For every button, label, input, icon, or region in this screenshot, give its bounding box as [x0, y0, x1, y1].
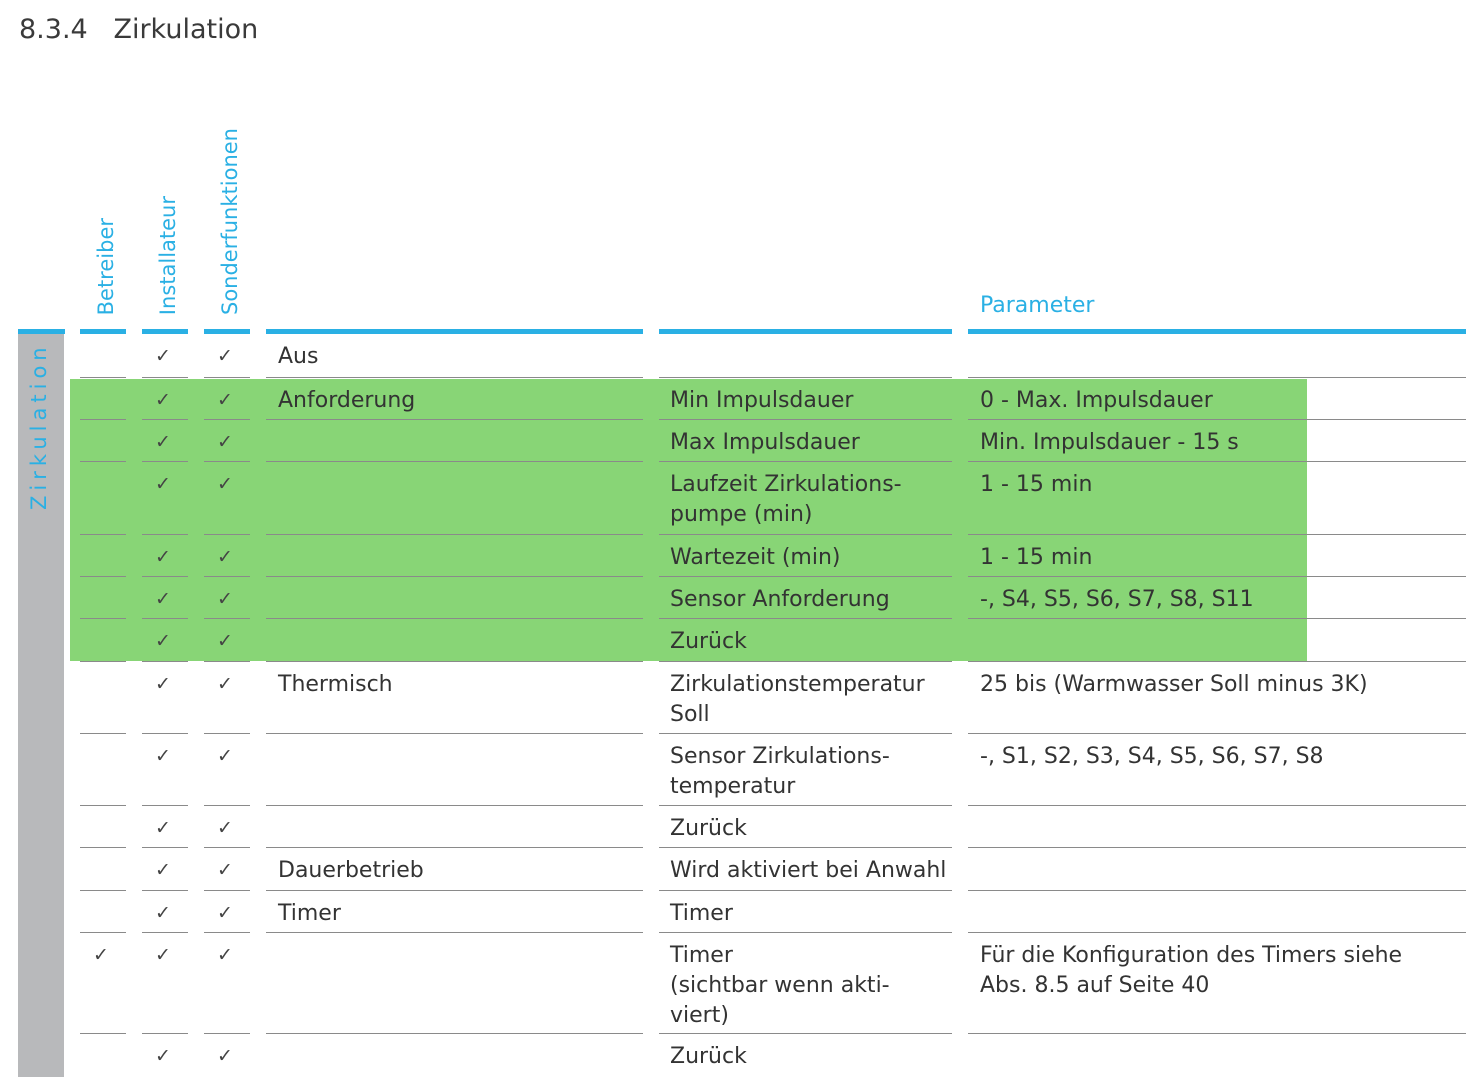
row-divider [80, 576, 126, 577]
row-divider [659, 377, 952, 378]
header-rule-installateur [142, 329, 188, 334]
header-betreiber: Betreiber [94, 217, 118, 315]
parameter-value: -, S1, S2, S3, S4, S5, S6, S7, S8 [980, 744, 1324, 769]
row-divider [142, 618, 188, 619]
check-sonder-icon: ✓ [217, 944, 233, 966]
submenu-entry: Max Impulsdauer [670, 430, 860, 455]
check-sonder-icon: ✓ [217, 345, 233, 367]
check-sonder-icon: ✓ [217, 673, 233, 695]
row-divider [659, 890, 952, 891]
row-divider [142, 847, 188, 848]
row-divider [142, 576, 188, 577]
row-divider [659, 419, 952, 420]
parameter-value: Für die Konfiguration des Timers siehe Abs. 8.5 auf Seite 40 [980, 943, 1403, 998]
row-divider [266, 377, 643, 378]
row-divider [968, 805, 1466, 806]
row-divider [266, 461, 643, 462]
row-divider [204, 932, 250, 933]
row-divider [266, 618, 643, 619]
check-installateur-icon: ✓ [155, 345, 171, 367]
submenu-entry: Zirkulationstemperatur Soll [670, 672, 925, 727]
row-divider [659, 576, 952, 577]
check-installateur-icon: ✓ [155, 431, 171, 453]
row-divider [266, 805, 643, 806]
submenu-entry: Sensor Zirkulations- temperatur [670, 744, 890, 799]
row-divider [80, 1033, 126, 1034]
check-installateur-icon: ✓ [155, 1045, 171, 1067]
row-divider [142, 805, 188, 806]
row-divider [142, 534, 188, 535]
row-divider [659, 733, 952, 734]
row-divider [659, 534, 952, 535]
row-divider [142, 932, 188, 933]
menu-entry: Aus [278, 344, 319, 369]
row-divider [266, 932, 643, 933]
header-rule-menu [266, 329, 643, 334]
row-divider [659, 847, 952, 848]
row-divider [968, 419, 1466, 420]
row-divider [142, 1033, 188, 1034]
section-title: Zirkulation [113, 14, 259, 45]
header-installateur: Installateur [156, 195, 180, 315]
row-divider [142, 419, 188, 420]
row-divider [204, 890, 250, 891]
row-divider [266, 534, 643, 535]
row-divider [968, 461, 1466, 462]
row-divider [80, 618, 126, 619]
row-divider [968, 1033, 1466, 1034]
row-divider [80, 847, 126, 848]
submenu-entry: Wird aktiviert bei Anwahl [670, 858, 947, 883]
row-divider [80, 377, 126, 378]
row-divider [142, 461, 188, 462]
check-installateur-icon: ✓ [155, 673, 171, 695]
row-divider [266, 576, 643, 577]
row-divider [204, 733, 250, 734]
section-number: 8.3.4 [19, 14, 88, 45]
check-sonder-icon: ✓ [217, 902, 233, 924]
row-divider [204, 534, 250, 535]
row-divider [204, 1033, 250, 1034]
row-divider [266, 661, 643, 662]
row-divider [659, 461, 952, 462]
row-divider [266, 733, 643, 734]
parameter-value: 1 - 15 min [980, 472, 1093, 497]
row-divider [266, 419, 643, 420]
check-installateur-icon: ✓ [155, 630, 171, 652]
row-divider [204, 847, 250, 848]
row-divider [266, 1033, 643, 1034]
header-sonderfunktionen: Sonderfunktionen [218, 127, 242, 315]
row-divider [968, 733, 1466, 734]
check-sonder-icon: ✓ [217, 1045, 233, 1067]
row-divider [142, 661, 188, 662]
row-divider [968, 576, 1466, 577]
header-parameter: Parameter [980, 293, 1095, 318]
row-divider [80, 419, 126, 420]
check-installateur-icon: ✓ [155, 745, 171, 767]
row-divider [968, 534, 1466, 535]
row-divider [80, 890, 126, 891]
check-sonder-icon: ✓ [217, 431, 233, 453]
row-divider [659, 1033, 952, 1034]
parameter-value: -, S4, S5, S6, S7, S8, S11 [980, 587, 1254, 612]
submenu-entry: Zurück [670, 816, 747, 841]
row-divider [80, 932, 126, 933]
check-sonder-icon: ✓ [217, 817, 233, 839]
check-betreiber-icon: ✓ [93, 944, 109, 966]
sidebar-label: Zirkulation [27, 342, 51, 510]
row-divider [80, 534, 126, 535]
menu-entry: Dauerbetrieb [278, 858, 424, 883]
parameter-value: 1 - 15 min [980, 545, 1093, 570]
row-divider [204, 419, 250, 420]
check-installateur-icon: ✓ [155, 389, 171, 411]
submenu-entry: Sensor Anforderung [670, 587, 890, 612]
check-installateur-icon: ✓ [155, 902, 171, 924]
header-rule-sonderfunktionen [204, 329, 250, 334]
row-divider [204, 618, 250, 619]
check-installateur-icon: ✓ [155, 473, 171, 495]
section-heading [19, 14, 258, 45]
row-divider [266, 847, 643, 848]
submenu-entry: Timer (sichtbar wenn akti- viert) [670, 943, 890, 1028]
row-divider [80, 661, 126, 662]
submenu-entry: Zurück [670, 1044, 747, 1069]
submenu-entry: Wartezeit (min) [670, 545, 841, 570]
row-divider [204, 576, 250, 577]
parameter-value: 25 bis (Warmwasser Soll minus 3K) [980, 672, 1368, 697]
check-sonder-icon: ✓ [217, 389, 233, 411]
row-divider [659, 805, 952, 806]
check-sonder-icon: ✓ [217, 546, 233, 568]
check-sonder-icon: ✓ [217, 745, 233, 767]
check-installateur-icon: ✓ [155, 588, 171, 610]
submenu-entry: Zurück [670, 629, 747, 654]
menu-entry: Anforderung [278, 388, 416, 413]
submenu-entry: Min Impulsdauer [670, 388, 854, 413]
check-installateur-icon: ✓ [155, 944, 171, 966]
menu-entry: Thermisch [278, 672, 393, 697]
row-divider [968, 618, 1466, 619]
row-divider [968, 932, 1466, 933]
row-divider [204, 805, 250, 806]
submenu-entry: Laufzeit Zirkulations- pumpe (min) [670, 472, 902, 527]
row-divider [80, 805, 126, 806]
row-divider [80, 461, 126, 462]
header-rule-parameter [968, 329, 1466, 334]
check-installateur-icon: ✓ [155, 859, 171, 881]
row-divider [142, 890, 188, 891]
check-installateur-icon: ✓ [155, 546, 171, 568]
row-divider [204, 461, 250, 462]
row-divider [204, 661, 250, 662]
row-divider [142, 377, 188, 378]
check-sonder-icon: ✓ [217, 859, 233, 881]
parameter-value: 0 - Max. Impulsdauer [980, 388, 1213, 413]
row-divider [659, 661, 952, 662]
menu-entry: Timer [278, 901, 341, 926]
row-divider [968, 661, 1466, 662]
check-installateur-icon: ✓ [155, 817, 171, 839]
check-sonder-icon: ✓ [217, 588, 233, 610]
row-divider [659, 618, 952, 619]
row-divider [266, 890, 643, 891]
row-divider [80, 733, 126, 734]
row-divider [142, 733, 188, 734]
check-sonder-icon: ✓ [217, 630, 233, 652]
header-rule-submenu [659, 329, 952, 334]
parameter-value: Min. Impulsdauer - 15 s [980, 430, 1239, 455]
submenu-entry: Timer [670, 901, 733, 926]
header-rule-betreiber [80, 329, 126, 334]
row-divider [659, 932, 952, 933]
row-divider [204, 377, 250, 378]
row-divider [968, 890, 1466, 891]
row-divider [968, 847, 1466, 848]
row-divider [968, 377, 1466, 378]
check-sonder-icon: ✓ [217, 473, 233, 495]
